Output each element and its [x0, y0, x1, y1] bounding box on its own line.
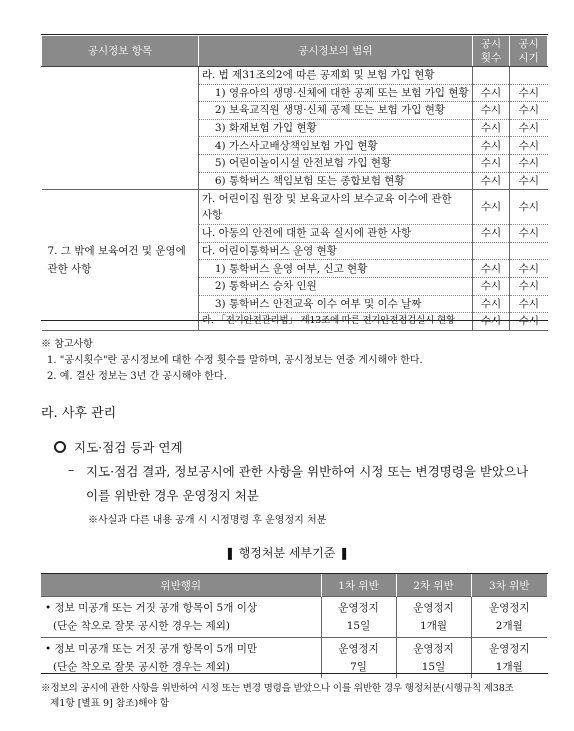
notes-heading: ※ 참고사항	[41, 339, 93, 350]
penalty-type: 운영정지	[338, 602, 379, 614]
penalty-duration: 1개월	[420, 620, 447, 632]
time-cell	[510, 67, 548, 85]
count-cell: 수시	[472, 277, 510, 295]
time-cell: 수시	[510, 172, 548, 190]
count-cell: 수시	[472, 225, 510, 243]
penalty-cell	[396, 597, 471, 638]
range-cell: 다. 어린이통학버스 운영 현황	[198, 242, 472, 260]
range-cell: 6) 통학버스 책임보험 또는 종합보험 현황	[198, 172, 472, 190]
time-cell	[510, 242, 548, 260]
range-cell: 3) 통학버스 안전교육 이수 여부 및 이수 날짜	[198, 295, 472, 313]
count-cell: 수시	[472, 295, 510, 313]
table2-bottom-rule	[41, 673, 548, 674]
dash-icon: –	[68, 462, 75, 477]
count-cell: 수시	[472, 137, 510, 155]
count-cell: 수시	[472, 102, 510, 120]
violation-line: • 정보 미공개 또는 거짓 공개 항목이 5개 이상	[45, 602, 258, 614]
table1-bottom-rule	[41, 320, 548, 321]
disclosure-table	[41, 35, 548, 331]
count-cell: 수시	[472, 154, 510, 172]
range-cell: 5) 어린이놀이시설 안전보험 가입 현황	[198, 154, 472, 172]
penalty-cell	[471, 597, 547, 638]
range-cell: 1) 영유아의 생명·신체에 대한 공제 또는 보험 가입 현황	[198, 84, 472, 102]
header-violation: 위반행위	[41, 574, 321, 597]
bullet-text: 지도·점검 등과 연계	[74, 440, 183, 455]
count-cell: 수시	[472, 119, 510, 137]
penalty-cell	[471, 638, 547, 679]
bullet-item	[54, 438, 183, 456]
violation-exception: (단순 착오로 잘못 공시한 경우는 제외)	[53, 661, 231, 673]
count-cell	[472, 242, 510, 260]
time-cell: 수시	[510, 102, 548, 120]
range-cell: 라. 「전기안전관리법」 제13조에 따른 전기안전점검실시 현황	[198, 313, 472, 331]
category-7-label: 7. 그 밖에 보육여건 및 운영에 관한 사항	[47, 244, 186, 275]
count-cell: 수시	[472, 313, 510, 331]
table-row	[41, 597, 547, 638]
range-cell: 나. 아동의 안전에 대한 교육 실시에 관한 사항	[198, 225, 472, 243]
asterisk-note: ※사실과 다른 내용 공개 시 시정명령 후 운영정지 처분	[88, 515, 327, 526]
section-title: 라. 사후 관리	[41, 406, 117, 421]
time-cell: 수시	[510, 225, 548, 243]
dash-line-2: 이를 위반한 경우 운영정지 처분	[86, 488, 259, 503]
time-cell: 수시	[510, 277, 548, 295]
time-cell: 수시	[510, 260, 548, 278]
count-cell: 수시	[472, 84, 510, 102]
table2-caption: ❚ 행정처분 세부기준 ❚	[224, 546, 350, 560]
penalty-duration: 15일	[346, 620, 371, 632]
table-row	[41, 638, 547, 679]
time-cell: 수시	[510, 119, 548, 137]
table-row	[42, 190, 548, 225]
note-1: 1. "공시횟수"란 공시정보에 대한 수정 횟수를 말하며, 공시정보는 연중 게시해야 한다.	[47, 355, 423, 366]
violation-line: • 정보 미공개 또는 거짓 공개 항목이 5개 미만	[45, 643, 258, 655]
header-first: 1차 위반	[321, 574, 396, 597]
violation-cell	[41, 638, 321, 679]
range-cell: 가. 어린이집 원장 및 보육교사의 보수교육 이수에 관한 사항	[198, 190, 472, 225]
penalty-type: 운영정지	[488, 643, 530, 655]
table2-header-row	[41, 574, 547, 597]
dash-line-1: 지도·점검 결과, 정보공시에 관한 사항을 위반하여 시정 또는 변경명령을 받았으나	[86, 464, 529, 479]
penalty-type: 운영정지	[338, 643, 379, 655]
time-cell: 수시	[510, 84, 548, 102]
header-range: 공시정보의 범위	[198, 36, 472, 67]
time-cell: 수시	[510, 137, 548, 155]
time-cell: 수시	[510, 154, 548, 172]
penalty-type: 운영정지	[488, 602, 530, 614]
time-cell: 수시	[510, 295, 548, 313]
footnote-line-2: 제1항 [별표 9] 참조)해야 함	[50, 698, 170, 709]
count-cell: 수시	[472, 190, 510, 225]
penalty-duration: 7일	[350, 661, 367, 673]
footnote-line-1: ※정보의 공시에 관한 사항을 위반하여 시정 또는 변경 명령을 받았으나 이를 위반한 경우 행정처분(시행규칙 제38조	[41, 683, 514, 694]
penalty-type: 운영정지	[413, 602, 454, 614]
range-cell: 1) 통학버스 운영 여부, 신고 현황	[198, 260, 472, 278]
penalty-cell	[396, 638, 471, 679]
sanction-table	[41, 574, 547, 678]
header-time: 공시 시기	[510, 36, 548, 67]
table-row	[42, 67, 548, 85]
range-cell: 2) 통학버스 승차 인원	[198, 277, 472, 295]
table1-header-row	[42, 36, 548, 67]
header-count: 공시 횟수	[472, 36, 510, 67]
header-third: 3차 위반	[471, 574, 547, 597]
range-cell: 3) 화재보험 가입 현황	[198, 119, 472, 137]
range-cell: 라. 법 제31조의2에 따른 공제회 및 보험 가입 현황	[198, 67, 472, 85]
penalty-cell	[321, 597, 396, 638]
time-cell: 수시	[510, 313, 548, 331]
count-cell: 수시	[472, 172, 510, 190]
penalty-type: 운영정지	[413, 643, 454, 655]
header-item: 공시정보 항목	[42, 36, 199, 67]
penalty-duration: 2개월	[495, 620, 523, 632]
penalty-cell	[321, 638, 396, 679]
range-cell: 4) 가스사고배상책임보험 가입 현황	[198, 137, 472, 155]
violation-exception: (단순 착오로 잘못 공시한 경우는 제외)	[53, 620, 231, 632]
penalty-duration: 1개월	[495, 661, 523, 673]
count-cell: 수시	[472, 260, 510, 278]
category-cell-empty	[42, 67, 199, 190]
header-second: 2차 위반	[396, 574, 471, 597]
time-cell: 수시	[510, 190, 548, 225]
category-cell-7	[42, 190, 199, 331]
violation-cell	[41, 597, 321, 638]
range-cell: 2) 보육교직원 생명·신체 공제 또는 보험 가입 현황	[198, 102, 472, 120]
count-cell	[472, 67, 510, 85]
note-2: 2. 예. 결산 정보는 3년 간 공시해야 한다.	[47, 371, 227, 382]
ring-bullet-icon	[54, 441, 66, 453]
penalty-duration: 15일	[421, 661, 446, 673]
